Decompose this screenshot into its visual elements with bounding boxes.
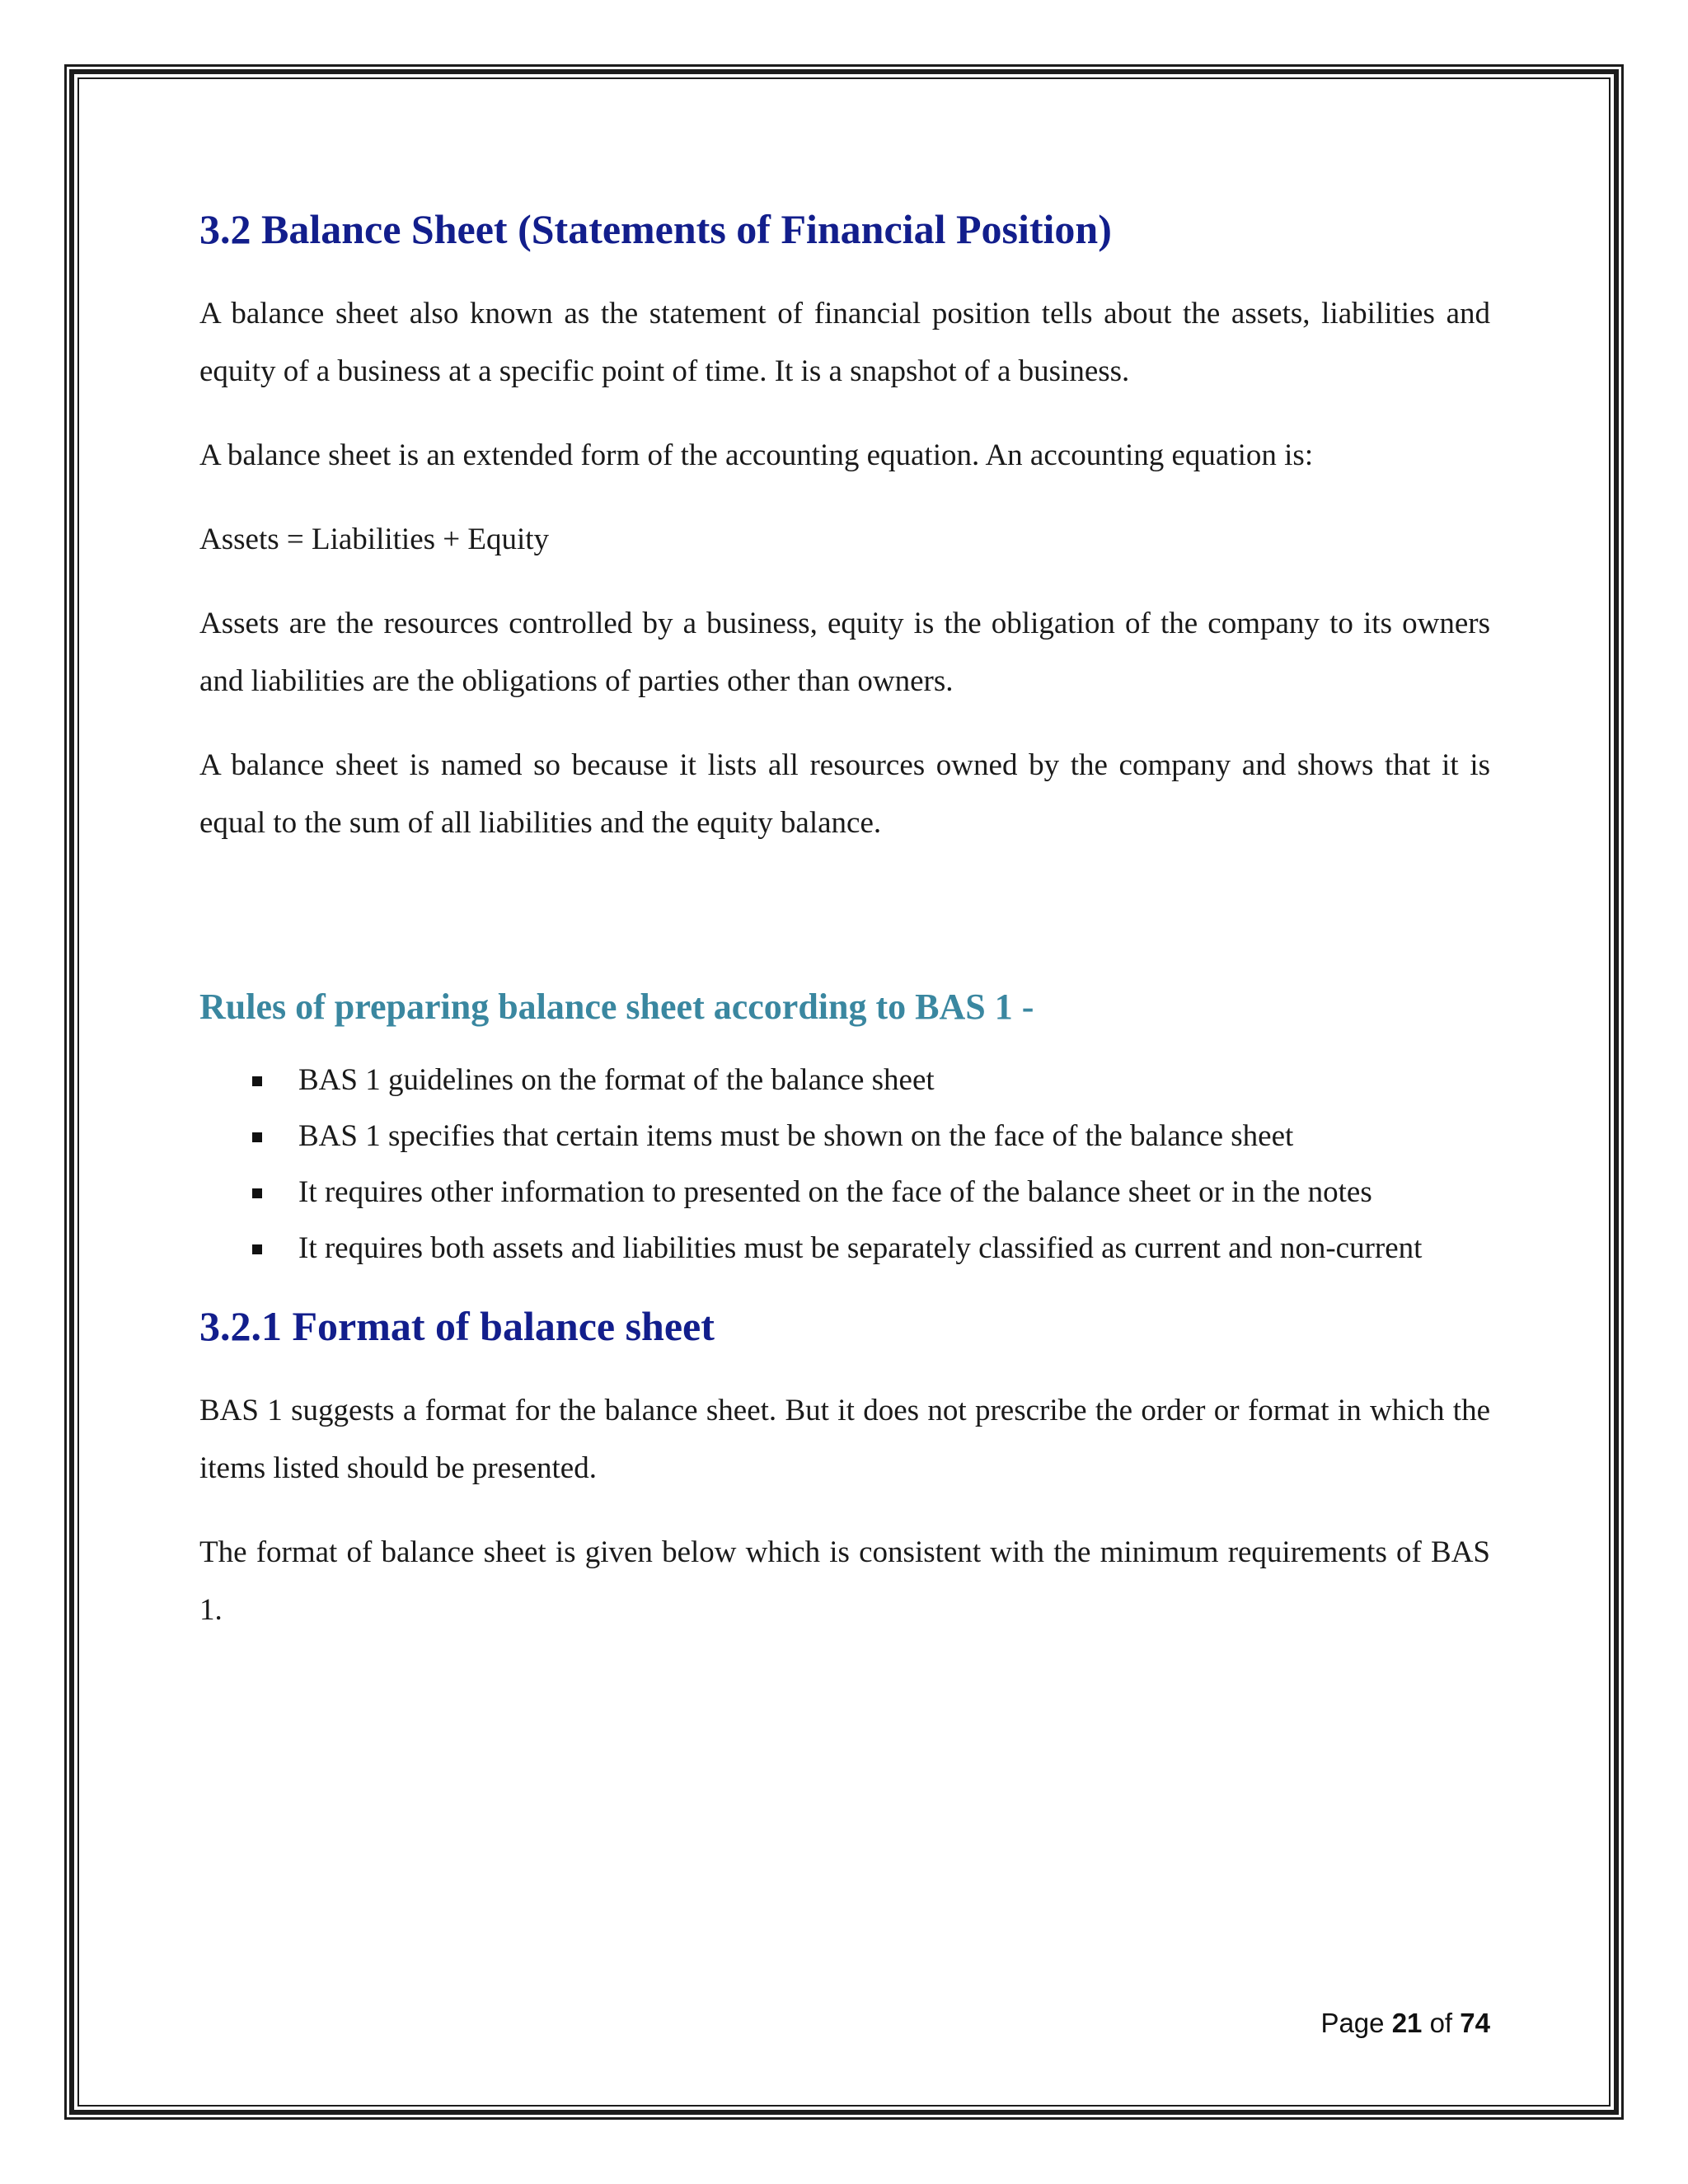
subsection-paragraph: The format of balance sheet is given below which is consistent with the minimum requirements of BAS 1. bbox=[199, 1535, 1490, 1627]
page-separator: of bbox=[1429, 2008, 1453, 2038]
spacer bbox=[199, 879, 1490, 986]
list-item-text: It requires both assets and liabilities must be separately classified as current and non-current bbox=[298, 1230, 1423, 1265]
section-paragraph: A balance sheet is named so because it lists all resources owned by the company and shows that it is equal to the sum of all liabilities and the equity balance. bbox=[199, 748, 1490, 840]
square-bullet-icon bbox=[252, 1188, 262, 1198]
page-prefix: Page bbox=[1320, 2008, 1385, 2038]
list-item bbox=[199, 1052, 1490, 1108]
list-item bbox=[199, 1165, 1490, 1221]
current-page: 21 bbox=[1391, 2008, 1423, 2038]
section-paragraph: A balance sheet also known as the statement of financial position tells about the assets, liabilities and equity of a business at a specific point of time. It is a snapshot of a business. bbox=[199, 297, 1490, 388]
page-number bbox=[1320, 2008, 1490, 2039]
subsection-paragraph: BAS 1 suggests a format for the balance sheet. But it does not prescribe the order or format in which the items listed should be presented. bbox=[199, 1393, 1490, 1485]
square-bullet-icon bbox=[252, 1076, 262, 1086]
list-item-text: It requires other information to presented on the face of the balance sheet or in the notes bbox=[298, 1174, 1372, 1209]
square-bullet-icon bbox=[252, 1244, 262, 1254]
total-pages: 74 bbox=[1460, 2008, 1490, 2038]
list-item bbox=[199, 1108, 1490, 1165]
list-item-text: BAS 1 guidelines on the format of the balance sheet bbox=[298, 1062, 935, 1097]
list-item bbox=[199, 1221, 1490, 1277]
square-bullet-icon bbox=[252, 1132, 262, 1142]
rules-list bbox=[199, 1052, 1490, 1277]
accounting-equation: Assets = Liabilities + Equity bbox=[199, 523, 550, 556]
section-title: 3.2 Balance Sheet (Statements of Financial Position) bbox=[199, 206, 1112, 252]
subsection-title: 3.2.1 Format of balance sheet bbox=[199, 1302, 715, 1349]
rules-title: Rules of preparing balance sheet according to BAS 1 - bbox=[199, 987, 1034, 1027]
page-content bbox=[199, 188, 1490, 1666]
section-paragraph: A balance sheet is an extended form of the accounting equation. An accounting equation is: bbox=[199, 438, 1314, 472]
list-item-text: BAS 1 specifies that certain items must be shown on the face of the balance sheet bbox=[298, 1118, 1294, 1153]
section-paragraph: Assets are the resources controlled by a business, equity is the obligation of the company to its owners and liabilities are the obligations of parties other than owners. bbox=[199, 607, 1490, 698]
